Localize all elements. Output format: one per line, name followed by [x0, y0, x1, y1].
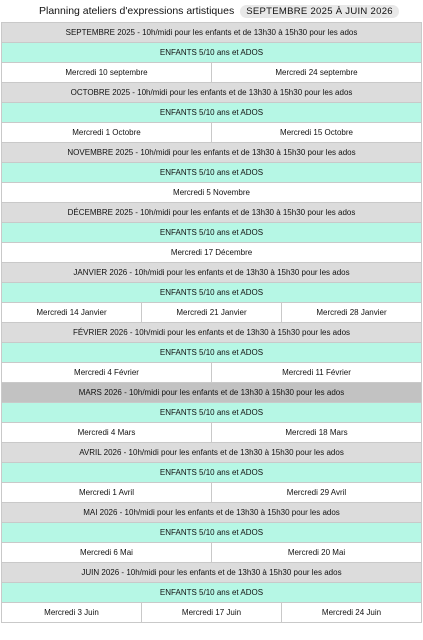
session-date: Mercredi 29 Avril [212, 483, 422, 503]
session-date: Mercredi 28 Janvier [282, 303, 422, 323]
session-date: Mercredi 18 Mars [212, 423, 422, 443]
month-row [2, 503, 422, 523]
month-header: MAI 2026 - 10h/midi pour les enfants et de 13h30 à 15h30 pour les ados [2, 503, 422, 523]
group-label: ENFANTS 5/10 ans et ADOS [2, 163, 422, 183]
session-date: Mercredi 4 Février [2, 363, 212, 383]
month-row [2, 203, 422, 223]
dates-row [2, 123, 422, 143]
month-header: NOVEMBRE 2025 - 10h/midi pour les enfants et de 13h30 à 15h30 pour les ados [2, 143, 422, 163]
month-header: JANVIER 2026 - 10h/midi pour les enfants et de 13h30 à 15h30 pour les ados [2, 263, 422, 283]
header [0, 0, 423, 22]
session-date: Mercredi 1 Avril [2, 483, 212, 503]
group-label: ENFANTS 5/10 ans et ADOS [2, 343, 422, 363]
page-title: Planning ateliers d'expressions artistiques [39, 5, 235, 17]
session-date: Mercredi 14 Janvier [2, 303, 142, 323]
group-row [2, 103, 422, 123]
group-label: ENFANTS 5/10 ans et ADOS [2, 283, 422, 303]
group-label: ENFANTS 5/10 ans et ADOS [2, 223, 422, 243]
session-date: Mercredi 6 Mai [2, 543, 212, 563]
dates-row [2, 303, 422, 323]
group-row [2, 163, 422, 183]
session-date: Mercredi 17 Juin [142, 603, 282, 623]
dates-row [2, 543, 422, 563]
schedule-table [1, 22, 422, 623]
group-label: ENFANTS 5/10 ans et ADOS [2, 103, 422, 123]
group-row [2, 403, 422, 423]
session-date: Mercredi 17 Décembre [2, 243, 422, 263]
group-row [2, 343, 422, 363]
session-date: Mercredi 21 Janvier [142, 303, 282, 323]
month-row [2, 323, 422, 343]
session-date: Mercredi 20 Mai [212, 543, 422, 563]
session-date: Mercredi 24 Juin [282, 603, 422, 623]
month-header: OCTOBRE 2025 - 10h/midi pour les enfants et de 13h30 à 15h30 pour les ados [2, 83, 422, 103]
group-row [2, 283, 422, 303]
period-badge: SEPTEMBRE 2025 À JUIN 2026 [240, 5, 399, 18]
month-header: DÉCEMBRE 2025 - 10h/midi pour les enfants et de 13h30 à 15h30 pour les ados [2, 203, 422, 223]
group-row [2, 583, 422, 603]
group-label: ENFANTS 5/10 ans et ADOS [2, 403, 422, 423]
month-row [2, 383, 422, 403]
month-row [2, 563, 422, 583]
session-date: Mercredi 15 Octobre [212, 123, 422, 143]
group-label: ENFANTS 5/10 ans et ADOS [2, 463, 422, 483]
month-header: JUIN 2026 - 10h/midi pour les enfants et de 13h30 à 15h30 pour les ados [2, 563, 422, 583]
group-row [2, 463, 422, 483]
month-row [2, 83, 422, 103]
dates-row [2, 243, 422, 263]
session-date: Mercredi 24 septembre [212, 63, 422, 83]
month-row [2, 143, 422, 163]
dates-row [2, 63, 422, 83]
dates-row [2, 183, 422, 203]
month-row [2, 443, 422, 463]
dates-row [2, 603, 422, 623]
dates-row [2, 423, 422, 443]
session-date: Mercredi 4 Mars [2, 423, 212, 443]
session-date: Mercredi 3 Juin [2, 603, 142, 623]
dates-row [2, 363, 422, 383]
month-row [2, 23, 422, 43]
dates-row [2, 483, 422, 503]
month-header: AVRIL 2026 - 10h/midi pour les enfants et de 13h30 à 15h30 pour les ados [2, 443, 422, 463]
session-date: Mercredi 11 Février [212, 363, 422, 383]
group-label: ENFANTS 5/10 ans et ADOS [2, 523, 422, 543]
month-header: SEPTEMBRE 2025 - 10h/midi pour les enfants et de 13h30 à 15h30 pour les ados [2, 23, 422, 43]
session-date: Mercredi 10 septembre [2, 63, 212, 83]
group-row [2, 523, 422, 543]
group-row [2, 43, 422, 63]
group-row [2, 223, 422, 243]
month-header: MARS 2026 - 10h/midi pour les enfants et de 13h30 à 15h30 pour les ados [2, 383, 422, 403]
session-date: Mercredi 5 Novembre [2, 183, 422, 203]
month-header: FÉVRIER 2026 - 10h/midi pour les enfants et de 13h30 à 15h30 pour les ados [2, 323, 422, 343]
session-date: Mercredi 1 Octobre [2, 123, 212, 143]
group-label: ENFANTS 5/10 ans et ADOS [2, 43, 422, 63]
group-label: ENFANTS 5/10 ans et ADOS [2, 583, 422, 603]
schedule-body [2, 23, 422, 623]
month-row [2, 263, 422, 283]
